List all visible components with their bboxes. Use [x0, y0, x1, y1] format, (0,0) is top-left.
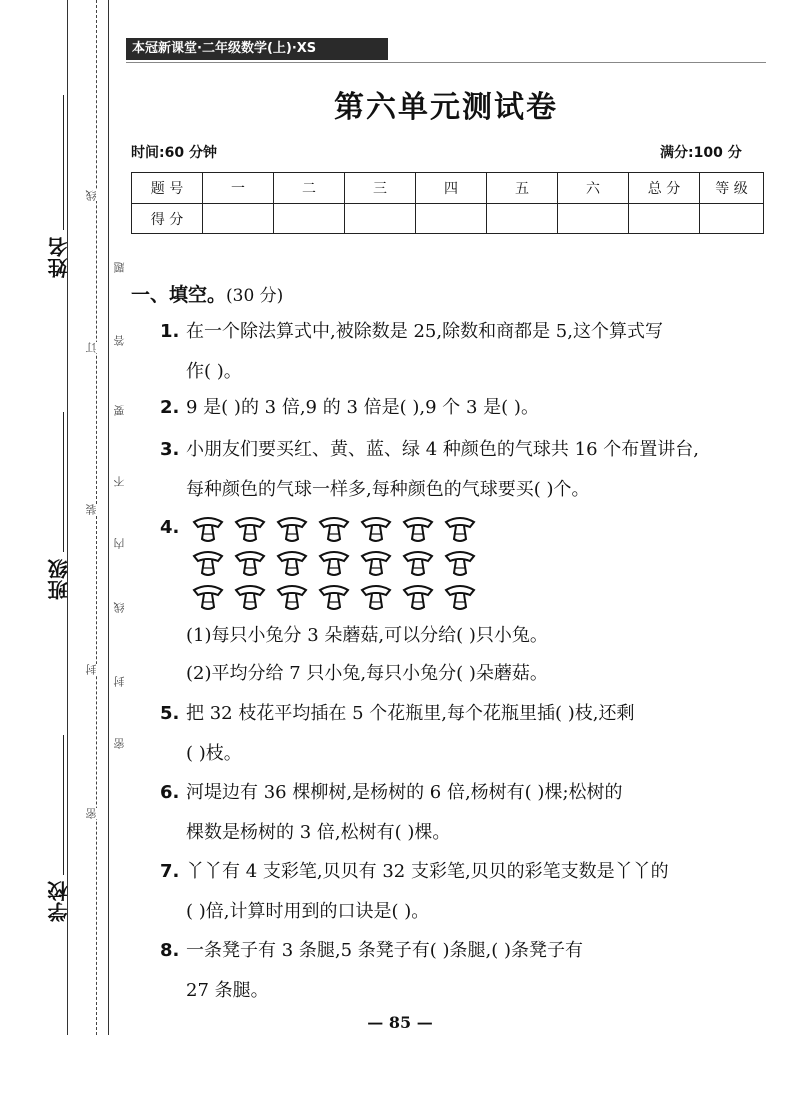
question-4-sub-2: (2)平均分给 7 只小兔,每只小兔分( )朵蘑菇。: [186, 663, 548, 684]
score-header-cell: 一: [203, 173, 274, 204]
page-title: 第六单元测试卷: [334, 90, 558, 125]
question-8: [160, 931, 770, 1011]
score-table: [131, 172, 764, 234]
score-header-cell: 四: [416, 173, 487, 204]
binding-char: 订: [85, 342, 98, 353]
section-points: (30 分): [226, 286, 284, 306]
question-number: 4.: [160, 517, 180, 538]
class-label: 班级: [47, 558, 71, 600]
mushroom-icon: [316, 546, 352, 580]
mushroom-icon: [316, 512, 352, 546]
mushroom-icon: [190, 546, 226, 580]
binding-char: 封: [85, 664, 98, 675]
mushroom-icon: [232, 546, 268, 580]
mushroom-icon: [358, 580, 394, 614]
score-header-cell: 二: [274, 173, 345, 204]
mushroom-icon: [400, 546, 436, 580]
binding-char: 密: [113, 738, 126, 749]
score-cell[interactable]: [558, 204, 629, 234]
section-title: 一、填空。: [131, 284, 227, 306]
score-header-cell: 题 号: [132, 173, 203, 204]
score-header-cell: 三: [345, 173, 416, 204]
question-number: 1.: [160, 321, 180, 342]
question-5: [160, 694, 770, 774]
binding-char: 题: [113, 262, 126, 273]
binding-char: 内: [113, 538, 126, 549]
question-number: 2.: [160, 397, 180, 418]
question-text: 一条凳子有 3 条腿,5 条凳子有( )条腿,( )条凳子有: [186, 940, 584, 961]
page-number: — 85 —: [367, 1013, 433, 1032]
binding-char: 线: [85, 190, 98, 201]
mushroom-icon: [400, 512, 436, 546]
score-header-cell: 总 分: [629, 173, 700, 204]
question-text-cont: 作( )。: [186, 361, 242, 382]
question-1: [160, 312, 770, 392]
binding-char: 密: [85, 808, 98, 819]
full-score: 满分:100 分: [660, 145, 742, 161]
binding-solid-line-2: [108, 0, 109, 1035]
mushroom-icon: [400, 580, 436, 614]
binding-char: 不: [113, 476, 126, 487]
question-text: 丫丫有 4 支彩笔,贝贝有 32 支彩笔,贝贝的彩笔支数是丫丫的: [186, 861, 669, 882]
question-number: 8.: [160, 940, 180, 961]
question-text: 9 是( )的 3 倍,9 的 3 倍是( ),9 个 3 是( )。: [186, 397, 539, 418]
question-text-cont: ( )倍,计算时用到的口诀是( )。: [186, 901, 430, 922]
score-cell[interactable]: [274, 204, 345, 234]
name-underline[interactable]: [63, 95, 64, 230]
mushroom-icon: [232, 512, 268, 546]
mushroom-icon: [190, 512, 226, 546]
score-table-score-row: [132, 204, 764, 234]
mushroom-grid: [190, 512, 480, 614]
question-4-sub-1: (1)每只小兔分 3 朵蘑菇,可以分给( )只小兔。: [186, 625, 548, 646]
score-header-cell: 六: [558, 173, 629, 204]
question-text-cont: 27 条腿。: [186, 980, 269, 1001]
school-underline[interactable]: [63, 735, 64, 875]
score-cell[interactable]: [629, 204, 700, 234]
class-underline[interactable]: [63, 412, 64, 552]
series-banner: 本冠新课堂·二年级数学(上)·XS: [126, 38, 388, 60]
mushroom-icon: [274, 512, 310, 546]
score-row-label: 得 分: [132, 204, 203, 234]
binding-char: 线: [113, 602, 126, 613]
section-heading: [131, 280, 283, 307]
mushroom-icon: [316, 580, 352, 614]
mushroom-icon: [190, 580, 226, 614]
mushroom-icon: [232, 580, 268, 614]
header-rule: [126, 62, 766, 63]
mushroom-icon: [274, 546, 310, 580]
binding-char: 答: [113, 335, 126, 346]
score-cell[interactable]: [700, 204, 764, 234]
mushroom-icon: [442, 546, 478, 580]
binding-char: 要: [113, 405, 126, 416]
score-header-cell: 等 级: [700, 173, 764, 204]
question-text-cont: ( )枝。: [186, 743, 242, 764]
question-text: 把 32 枝花平均插在 5 个花瓶里,每个花瓶里插( )枝,还剩: [186, 703, 635, 724]
question-text-cont: 棵数是杨树的 3 倍,松树有( )棵。: [186, 822, 451, 843]
question-number: 5.: [160, 703, 180, 724]
question-text: 在一个除法算式中,被除数是 25,除数和商都是 5,这个算式写: [186, 321, 663, 342]
question-text-cont: 每种颜色的气球一样多,每种颜色的气球要买( )个。: [186, 479, 590, 500]
mushroom-icon: [358, 546, 394, 580]
question-number: 6.: [160, 782, 180, 803]
mushroom-icon: [442, 580, 478, 614]
score-cell[interactable]: [203, 204, 274, 234]
school-label: 学校: [47, 880, 71, 922]
binding-char: 封: [113, 676, 126, 687]
score-cell[interactable]: [416, 204, 487, 234]
mushroom-icon: [442, 512, 478, 546]
score-cell[interactable]: [345, 204, 416, 234]
question-number: 7.: [160, 861, 180, 882]
question-text: 小朋友们要买红、黄、蓝、绿 4 种颜色的气球共 16 个布置讲台,: [186, 439, 699, 460]
name-label: 姓名: [47, 236, 71, 278]
question-2: [160, 388, 770, 428]
question-6: [160, 773, 770, 853]
question-text: 河堤边有 36 棵柳树,是杨树的 6 倍,杨树有( )棵;松树的: [186, 782, 623, 803]
binding-char: 装: [85, 504, 98, 515]
question-number: 3.: [160, 439, 180, 460]
time-limit: 时间:60 分钟: [131, 145, 217, 161]
mushroom-icon: [358, 512, 394, 546]
binding-dashed-line: [96, 0, 97, 1035]
score-table-header-row: [132, 173, 764, 204]
mushroom-icon: [274, 580, 310, 614]
question-7: [160, 852, 770, 932]
mushroom-row: [190, 512, 480, 546]
mushroom-row: [190, 580, 480, 614]
question-3: [160, 430, 770, 510]
mushroom-row: [190, 546, 480, 580]
score-cell[interactable]: [487, 204, 558, 234]
score-header-cell: 五: [487, 173, 558, 204]
